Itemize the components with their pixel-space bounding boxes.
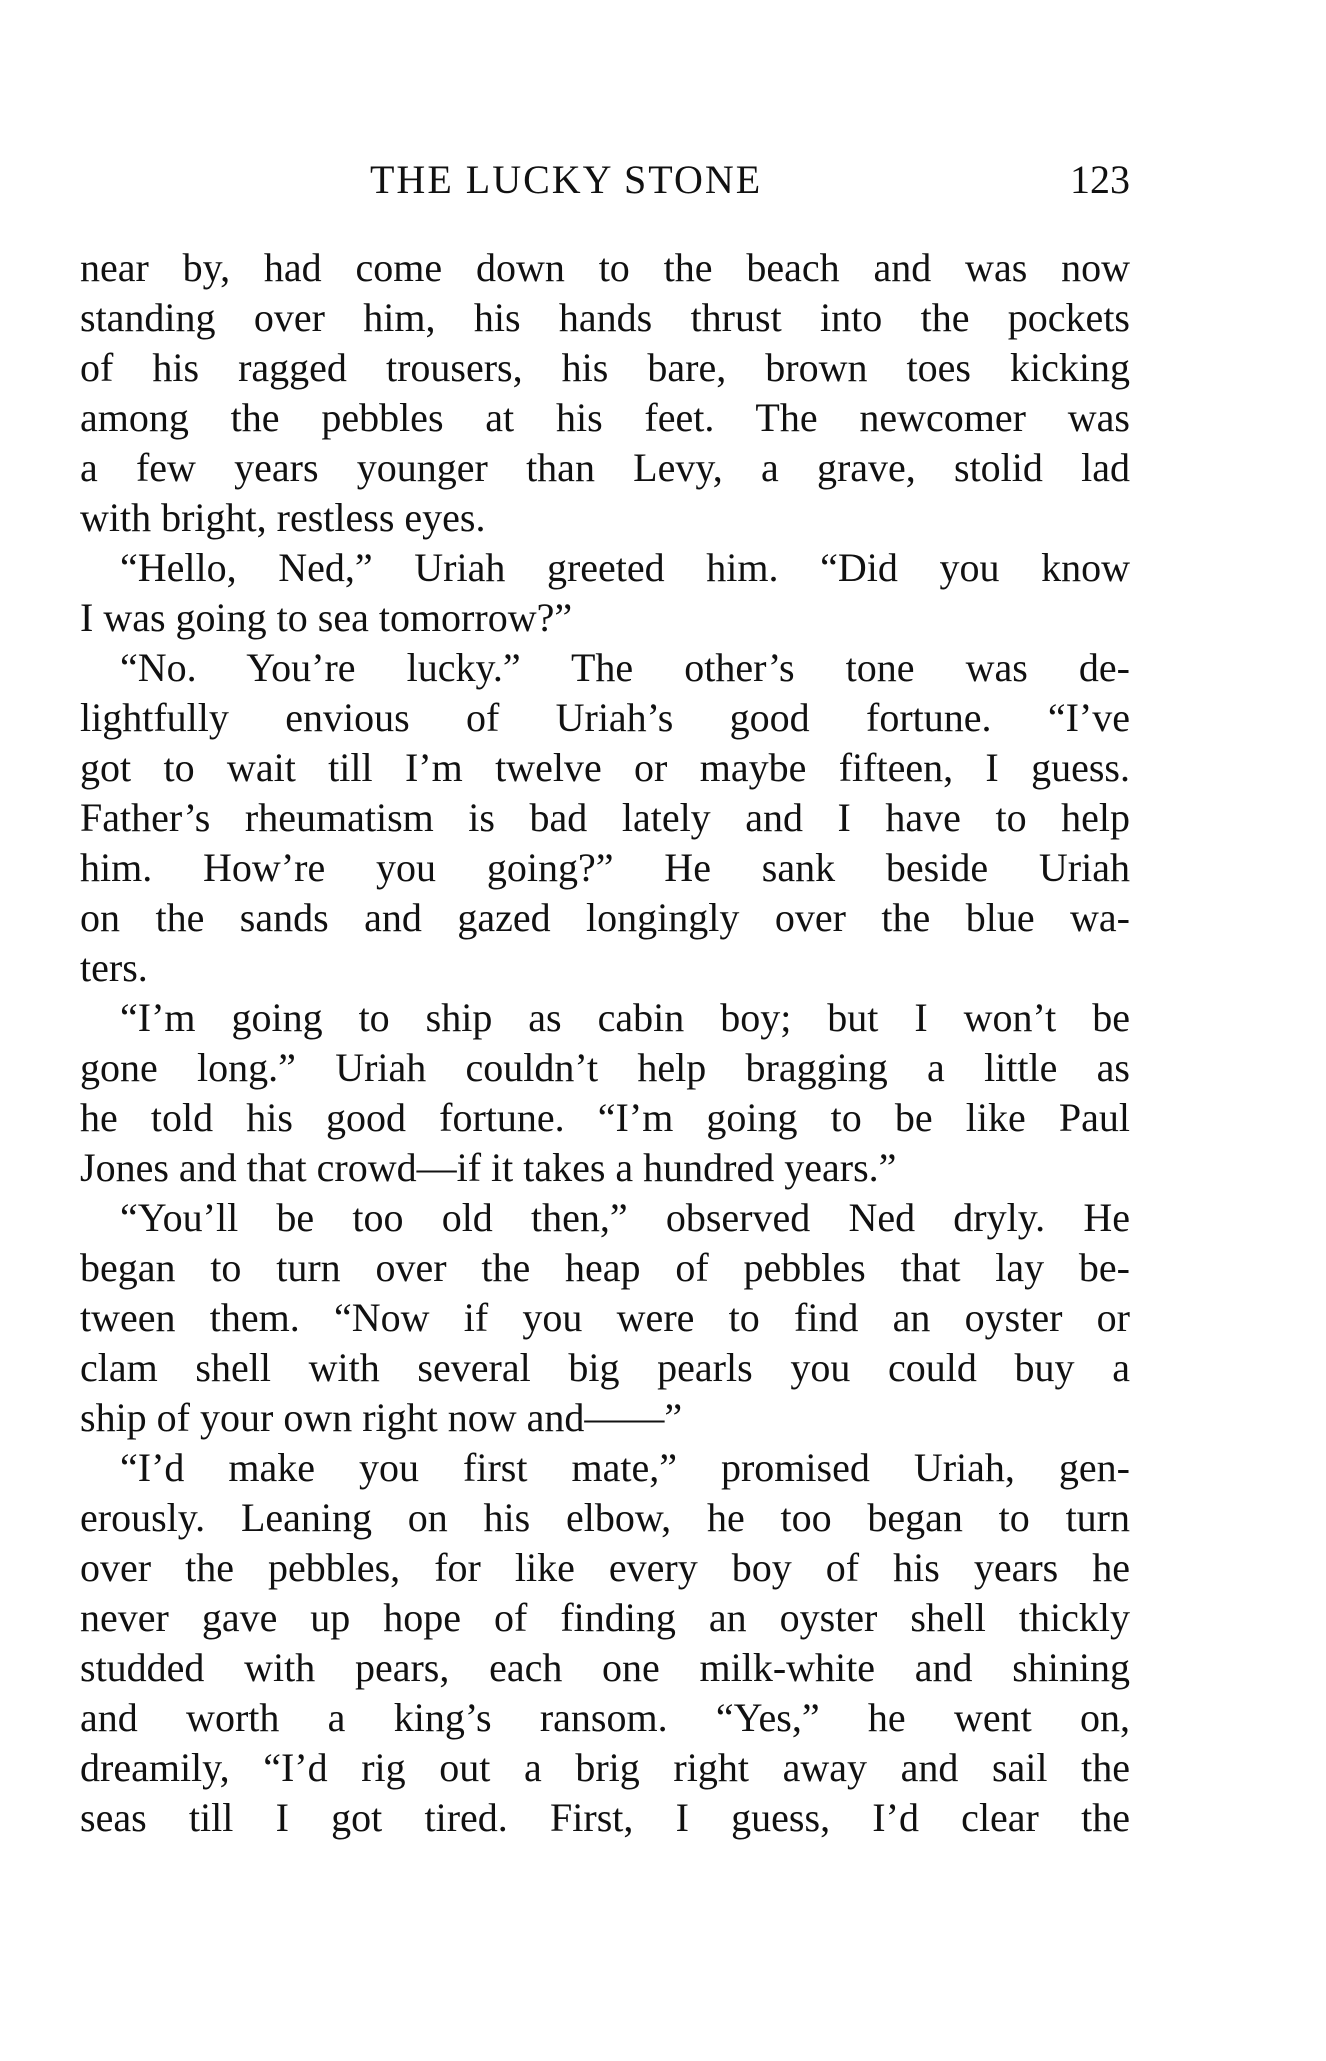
text-line: clam shell with several big pearls you could buy a: [80, 1345, 1130, 1390]
text-line: dreamily, “I’d rig out a brig right away and sail the: [80, 1745, 1130, 1790]
page-number: 123: [1070, 157, 1130, 202]
text-line: over the pebbles, for like every boy of his years he: [80, 1545, 1130, 1590]
text-line: got to wait till I’m twelve or maybe fifteen, I guess.: [80, 745, 1130, 790]
text-line: “Hello, Ned,” Uriah greeted him. “Did you know: [120, 545, 1130, 590]
text-line: a few years younger than Levy, a grave, stolid lad: [80, 445, 1130, 490]
text-line: began to turn over the heap of pebbles that lay be-: [80, 1245, 1130, 1290]
text-line: “No. You’re lucky.” The other’s tone was de-: [120, 645, 1130, 690]
text-line: I was going to sea tomorrow?”: [80, 595, 573, 640]
text-line: of his ragged trousers, his bare, brown toes kicking: [80, 345, 1130, 390]
text-line: erously. Leaning on his elbow, he too began to turn: [80, 1495, 1130, 1540]
text-line: and worth a king’s ransom. “Yes,” he went on,: [80, 1695, 1130, 1740]
text-line: Father’s rheumatism is bad lately and I have to help: [80, 795, 1130, 840]
page-header: [80, 150, 1130, 210]
text-line: among the pebbles at his feet. The newcomer was: [80, 395, 1130, 440]
text-line: gone long.” Uriah couldn’t help bragging a little as: [80, 1045, 1130, 1090]
text-line: with bright, restless eyes.: [80, 495, 486, 540]
text-line: “I’m going to ship as cabin boy; but I won’t be: [120, 995, 1130, 1040]
text-line: him. How’re you going?” He sank beside Uriah: [80, 845, 1130, 890]
text-line: near by, had come down to the beach and was now: [80, 245, 1130, 290]
text-line: seas till I got tired. First, I guess, I’d clear the: [80, 1795, 1130, 1840]
text-line: standing over him, his hands thrust into the pockets: [80, 295, 1130, 340]
text-line: never gave up hope of finding an oyster shell thickly: [80, 1595, 1130, 1640]
text-line: tween them. “Now if you were to find an oyster or: [80, 1295, 1130, 1340]
text-line: studded with pears, each one milk-white and shining: [80, 1645, 1130, 1690]
text-line: Jones and that crowd—if it takes a hundred years.”: [80, 1145, 897, 1190]
text-line: on the sands and gazed longingly over the blue wa-: [80, 895, 1130, 940]
text-line: lightfully envious of Uriah’s good fortune. “I’ve: [80, 695, 1130, 740]
text-line: he told his good fortune. “I’m going to be like Paul: [80, 1095, 1130, 1140]
text-line: ship of your own right now and——”: [80, 1395, 683, 1440]
running-title: THE LUCKY STONE: [370, 157, 763, 202]
text-line: ters.: [80, 945, 148, 990]
body-text: [80, 243, 1130, 1843]
text-line: “I’d make you first mate,” promised Uriah, gen-: [120, 1445, 1130, 1490]
text-line: “You’ll be too old then,” observed Ned dryly. He: [120, 1195, 1130, 1240]
